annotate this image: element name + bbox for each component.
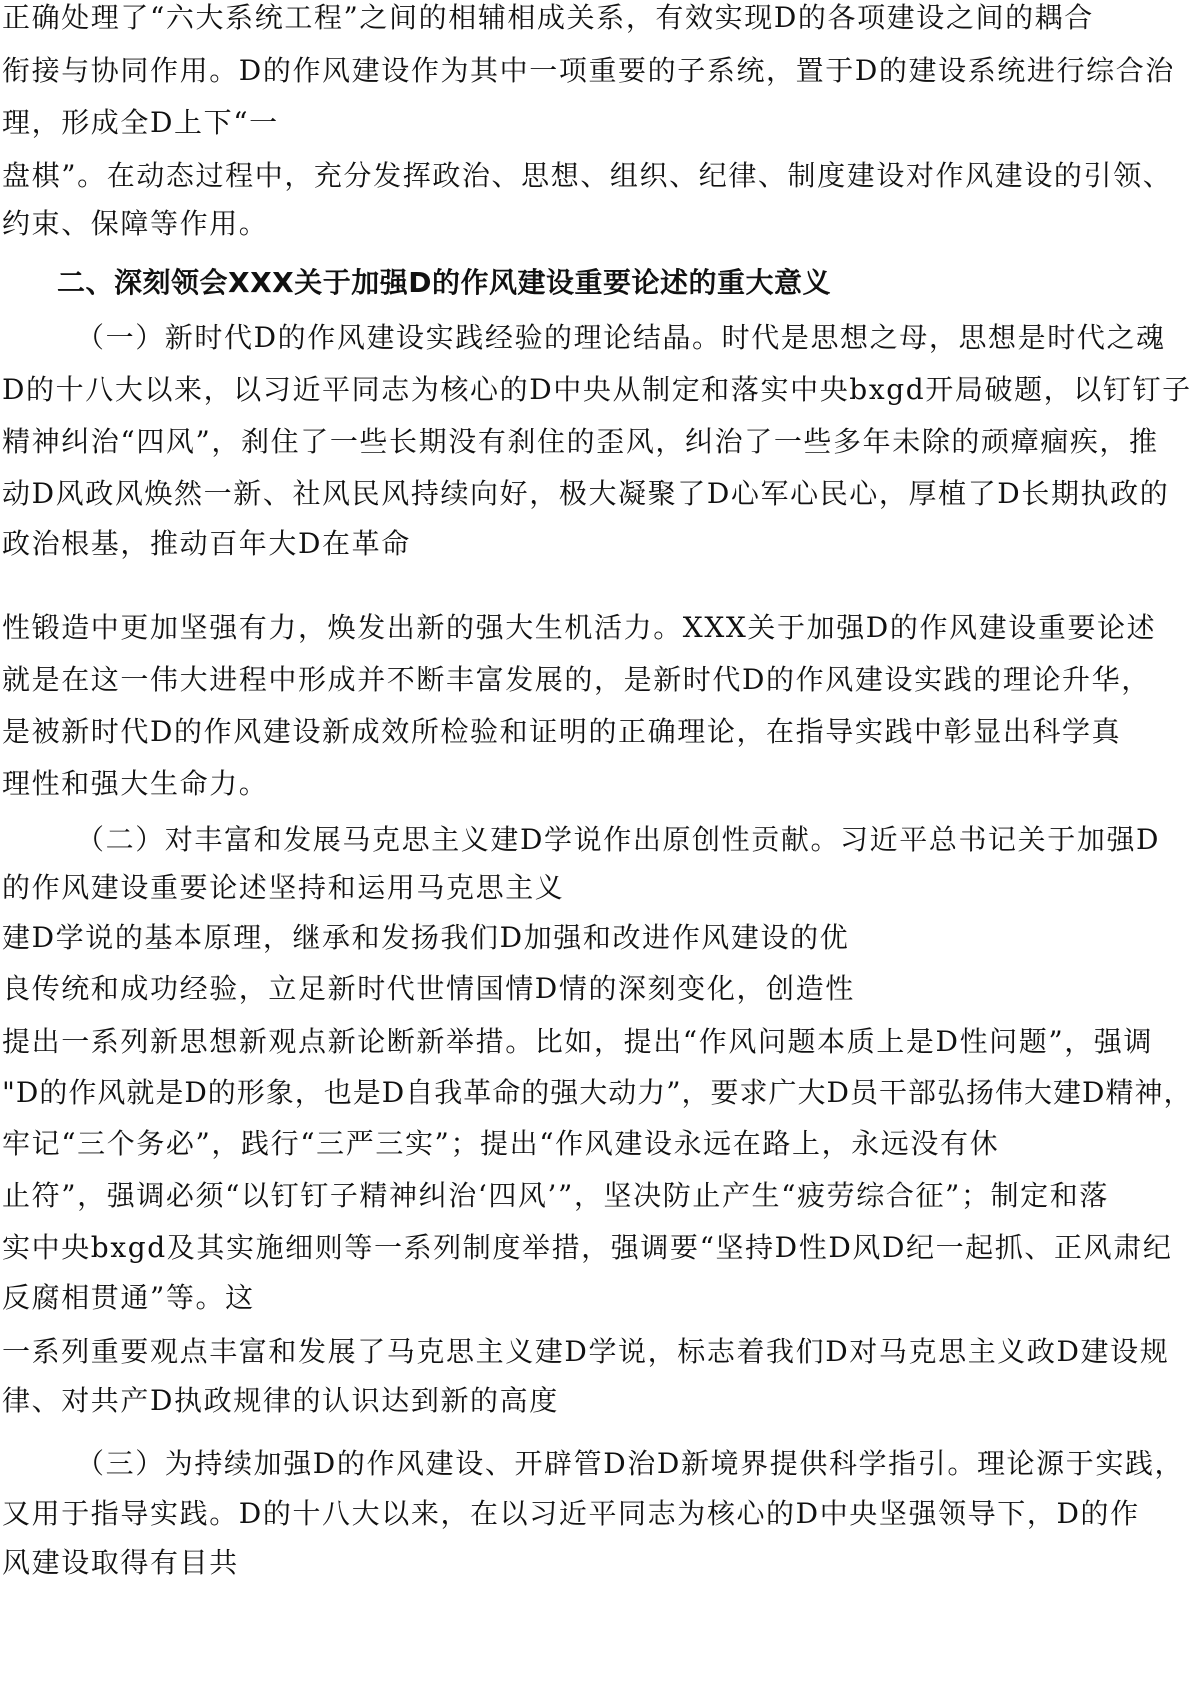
- paragraph-line: 牢记“三个务必”，践行“三严三实”；提出“作风建设永远在路上，永远没有休: [2, 1127, 1000, 1160]
- paragraph-line: 良传统和成功经验，立足新时代世情国情D情的深刻变化，创造性: [2, 972, 855, 1005]
- paragraph-line: 盘棋”。在动态过程中，充分发挥政治、思想、组织、纪律、制度建设对作风建设的引领、: [2, 159, 1173, 192]
- paragraph-line: 实中央bxgd及其实施细则等一系列制度举措，强调要“坚持D性D风D纪一起抓、正风肃纪: [2, 1231, 1173, 1264]
- paragraph-line: 精神纠治“四风”，刹住了一些长期没有刹住的歪风，纠治了一些多年未除的顽瘴痼疾，推: [2, 425, 1159, 458]
- paragraph-line: 的作风建设重要论述坚持和运用马克思主义: [2, 871, 565, 904]
- paragraph-line: 政治根基，推动百年大D在革命: [2, 527, 411, 560]
- paragraph-line: （二）对丰富和发展马克思主义建D学说作出原创性贡献。习近平总书记关于加强D: [76, 823, 1161, 856]
- paragraph-line: 风建设取得有目共: [2, 1546, 239, 1579]
- paragraph-line: 性锻造中更加坚强有力，焕发出新的强大生机活力。XXX关于加强D的作风建设重要论述: [2, 611, 1157, 644]
- paragraph-line: 止符”，强调必须“以钉钉子精神纠治‘四风’”，坚决防止产生“疲劳综合征”；制定和落: [2, 1179, 1109, 1212]
- paragraph-line: （三）为持续加强D的作风建设、开辟管D治D新境界提供科学指引。理论源于实践，: [76, 1447, 1185, 1480]
- paragraph-line: D的十八大以来，以习近平同志为核心的D中央从制定和落实中央bxgd开局破题，以钉钉子: [2, 373, 1192, 406]
- paragraph-line: 建D学说的基本原理，继承和发扬我们D加强和改进作风建设的优: [2, 921, 850, 954]
- paragraph-line: 理性和强大生命力。: [2, 767, 269, 800]
- paragraph-line: 衔接与协同作用。D的作风建设作为其中一项重要的子系统，置于D的建设系统进行综合治: [2, 54, 1175, 87]
- paragraph-line: 反腐相贯通”等。这: [2, 1281, 255, 1314]
- paragraph-line: 又用于指导实践。D的十八大以来，在以习近平同志为核心的D中央坚强领导下，D的作: [2, 1497, 1140, 1530]
- paragraph-line: 正确处理了“六大系统工程”之间的相辅相成关系，有效实现D的各项建设之间的耦合: [2, 1, 1094, 34]
- paragraph-line: 是被新时代D的作风建设新成效所检验和证明的正确理论，在指导实践中彰显出科学真: [2, 715, 1122, 748]
- paragraph-line: 约束、保障等作用。: [2, 207, 269, 240]
- paragraph-line: 就是在这一伟大进程中形成并不断丰富发展的，是新时代D的作风建设实践的理论升华，: [2, 663, 1151, 696]
- paragraph-line: 一系列重要观点丰富和发展了马克思主义建D学说，标志着我们D对马克思主义政D建设规: [2, 1335, 1170, 1368]
- paragraph-line: 律、对共产D执政规律的认识达到新的高度: [2, 1384, 559, 1417]
- paragraph-line: 动D风政风焕然一新、社风民风持续向好，极大凝聚了D心军心民心，厚植了D长期执政的: [2, 477, 1170, 510]
- paragraph-line: 提出一系列新思想新观点新论断新举措。比如，提出“作风问题本质上是D性问题”，强调: [2, 1025, 1154, 1058]
- section-heading: 二、深刻领会XXX关于加强D的作风建设重要论述的重大意义: [57, 266, 832, 299]
- paragraph-line: "D的作风就是D的形象，也是D自我革命的强大动力”，要求广大D员干部弘扬伟大建D精神，: [2, 1076, 1193, 1109]
- paragraph-line: 理，形成全D上下“一: [2, 106, 279, 139]
- paragraph-line: （一）新时代D的作风建设实践经验的理论结晶。时代是思想之母，思想是时代之魂: [76, 321, 1166, 354]
